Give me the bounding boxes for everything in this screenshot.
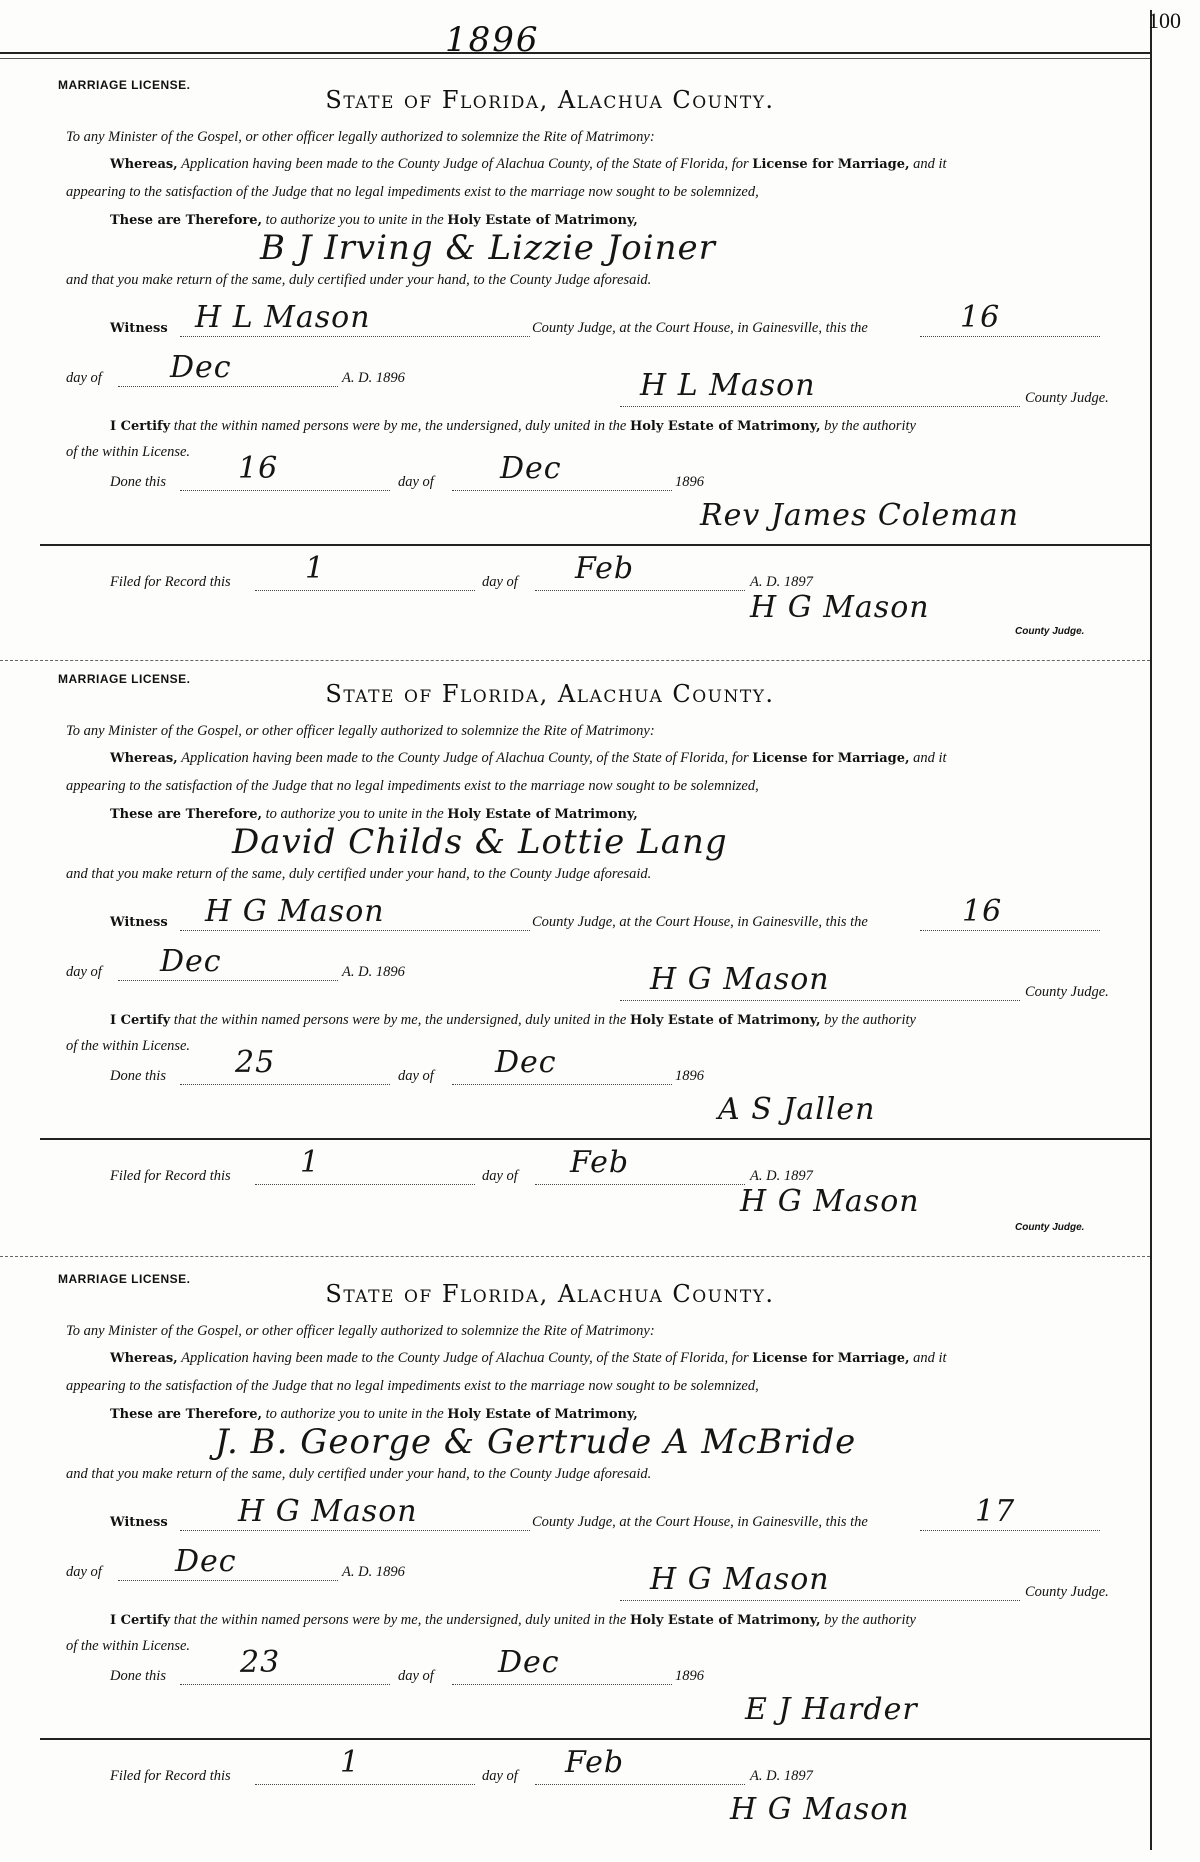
license-for-marriage: License for Marriage, [752, 157, 910, 172]
filed-day-dotline [255, 1784, 475, 1785]
county-judge-label: County Judge. [1025, 1584, 1109, 1600]
whereas-line: Whereas, Application having been made to the County Judge of Alachua County, of the State of Florida, for License for Marriage, and it [110, 750, 947, 766]
day-of-label: day of [66, 964, 102, 980]
day-of-label: day of [66, 370, 102, 386]
witness-label: Witness [110, 915, 168, 930]
filed-ad: A. D. 1897 [750, 1768, 813, 1784]
filed-signature: H G Mason [730, 1792, 910, 1827]
these-are-line: These are Therefore, to authorize you to unite in the Holy Estate of Matrimony, [110, 1406, 638, 1422]
done-year: 1896 [675, 1668, 704, 1684]
whereas-line [110, 156, 947, 173]
ad-year-digit: 6 [397, 370, 405, 386]
month-dotline [118, 980, 338, 981]
done-month: Dec [498, 1645, 560, 1680]
witness-dotline [180, 930, 530, 931]
page-number: 100 [1148, 8, 1181, 33]
couple-names: J. B. George & Gertrude A McBride [215, 1422, 857, 1462]
judge-dotline [620, 1000, 1020, 1001]
these-are-line [110, 212, 638, 229]
license-month: Dec [170, 350, 232, 385]
section-rule-1 [0, 660, 1150, 662]
marriage-license-3 [0, 1272, 1150, 1862]
judge-signature: H G Mason [650, 962, 830, 997]
certify-line: I Certify that the within named persons were by me, the undersigned, duly united in the Holy Estate of Matrimony, by the authority [110, 1012, 916, 1028]
filed-separator [40, 1738, 1150, 1740]
right-border [1150, 10, 1152, 1850]
done-month-dotline [452, 1684, 672, 1685]
these-are-therefore: These are Therefore, [110, 213, 263, 228]
done-day-dotline [180, 490, 390, 491]
county-judge-court: County Judge, at the Court House, in Gainesville, this the [532, 320, 868, 336]
marriage-license-1 [0, 78, 1150, 668]
filed-label: Filed for Record this [110, 574, 231, 590]
return-line: and that you make return of the same, duly certified under your hand, to the County Judge aforesaid. [66, 1466, 652, 1482]
month-dotline [118, 386, 338, 387]
month-dotline [118, 1580, 338, 1581]
done-day: 25 [235, 1045, 276, 1080]
whereas-text: Application having been made to the County Judge of Alachua County, of the State of Florida, for [181, 156, 749, 172]
county-judge-small: County Judge. [1015, 626, 1085, 637]
couple-names: David Childs & Lottie Lang [232, 822, 728, 862]
license-day: 16 [960, 300, 1001, 335]
and-it: and it [913, 156, 947, 172]
done-this-label: Done this [110, 1668, 166, 1684]
county-judge-label: County Judge. [1025, 984, 1109, 1000]
return-line: and that you make return of the same, duly certified under your hand, to the County Judge aforesaid. [66, 272, 652, 288]
license-title: State of Florida, Alachua County. [325, 1280, 775, 1308]
filed-separator [40, 544, 1150, 546]
judge-signature: H G Mason [650, 1562, 830, 1597]
county-judge-label: County Judge. [1025, 390, 1109, 406]
within-license: of the within License. [66, 1038, 191, 1054]
filed-signature: H G Mason [740, 1184, 920, 1219]
done-day: 16 [238, 451, 279, 486]
done-this-label: Done this [110, 474, 166, 490]
done-day-of: day of [398, 474, 434, 490]
witness-signature: H L Mason [195, 300, 371, 335]
filed-day-of: day of [482, 1168, 518, 1184]
filed-label: Filed for Record this [110, 1168, 231, 1184]
done-month: Dec [500, 451, 562, 486]
to-any-line: To any Minister of the Gospel, or other officer legally authorized to solemnize the Rite of Matrimony: [66, 723, 655, 739]
within-license: of the within License. [66, 1638, 191, 1654]
witness-label: Witness [110, 321, 168, 336]
filed-month: Feb [565, 1745, 625, 1780]
couple-names: B J Irving & Lizzie Joiner [260, 228, 716, 268]
to-any-line: To any Minister of the Gospel, or other officer legally authorized to solemnize the Rite of Matrimony: [66, 1323, 655, 1339]
authorize-text: to authorize you to unite in the [265, 212, 444, 228]
county-judge-court: County Judge, at the Court House, in Gainesville, this the [532, 1514, 868, 1530]
done-year: 1896 [675, 1068, 704, 1084]
officiant-signature: E J Harder [745, 1692, 918, 1727]
done-month-dotline [452, 1084, 672, 1085]
within-license: of the within License. [66, 444, 191, 460]
filed-signature: H G Mason [750, 590, 930, 625]
filed-ad: A. D. 1897 [750, 574, 813, 590]
judge-dotline [620, 406, 1020, 407]
holy-estate: Holy Estate of Matrimony, [447, 213, 638, 228]
county-judge-court: County Judge, at the Court House, in Gainesville, this the [532, 914, 868, 930]
judge-dotline [620, 1600, 1020, 1601]
license-title: State of Florida, Alachua County. [325, 86, 775, 114]
filed-day: 1 [305, 551, 326, 586]
license-tag: MARRIAGE LICENSE. [58, 672, 191, 686]
done-day-of: day of [398, 1068, 434, 1084]
county-judge-small: County Judge. [1015, 1222, 1085, 1233]
license-day: 16 [962, 894, 1003, 929]
whereas-line: Whereas, Application having been made to the County Judge of Alachua County, of the State of Florida, for License for Marriage, and it [110, 1350, 947, 1366]
marriage-license-2 [0, 672, 1150, 1262]
section-rule-2 [0, 1256, 1150, 1258]
appearing-line: appearing to the satisfaction of the Judge that no legal impediments exist to the marriage now sought to be solemnized, [66, 778, 759, 794]
done-day-of: day of [398, 1668, 434, 1684]
filed-month: Feb [570, 1145, 630, 1180]
whereas-word: Whereas, [110, 157, 178, 172]
done-year: 1896 [675, 474, 704, 490]
appearing-line: appearing to the satisfaction of the Judge that no legal impediments exist to the marriage now sought to be solemnized, [66, 184, 759, 200]
top-rule-thin [0, 58, 1150, 59]
day-of-label: day of [66, 1564, 102, 1580]
filed-day-of: day of [482, 1768, 518, 1784]
ad-label: A. D. 1896 [342, 1564, 405, 1580]
filed-day-dotline [255, 1184, 475, 1185]
judge-signature: H L Mason [640, 368, 816, 403]
certify-line: I Certify that the within named persons were by me, the undersigned, duly united in the Holy Estate of Matrimony, by the authority [110, 418, 916, 434]
done-day: 23 [240, 1645, 281, 1680]
done-this-label: Done this [110, 1068, 166, 1084]
filed-month: Feb [575, 551, 635, 586]
filed-day: 1 [300, 1145, 321, 1180]
done-day-dotline [180, 1684, 390, 1685]
day-dotline [920, 336, 1100, 337]
page-year: 1896 [445, 20, 540, 60]
top-rule [0, 52, 1150, 54]
witness-signature: H G Mason [205, 894, 385, 929]
filed-day-dotline [255, 590, 475, 591]
officiant-signature: A S Jallen [718, 1092, 876, 1127]
license-month: Dec [175, 1544, 237, 1579]
filed-month-dotline [535, 1184, 745, 1185]
filed-day: 1 [340, 1745, 361, 1780]
appearing-line: appearing to the satisfaction of the Judge that no legal impediments exist to the marriage now sought to be solemnized, [66, 1378, 759, 1394]
license-tag: MARRIAGE LICENSE. [58, 1272, 191, 1286]
witness-dotline [180, 336, 530, 337]
certify-line: I Certify that the within named persons were by me, the undersigned, duly united in the Holy Estate of Matrimony, by the authority [110, 1612, 916, 1628]
day-dotline [920, 930, 1100, 931]
day-dotline [920, 1530, 1100, 1531]
filed-month-dotline [535, 1784, 745, 1785]
done-month-dotline [452, 490, 672, 491]
filed-day-of: day of [482, 574, 518, 590]
filed-ad: A. D. 1897 [750, 1168, 813, 1184]
return-line: and that you make return of the same, duly certified under your hand, to the County Judge aforesaid. [66, 866, 652, 882]
license-day: 17 [975, 1494, 1016, 1529]
license-title: State of Florida, Alachua County. [325, 680, 775, 708]
ad-label: A. D. 1896 [342, 964, 405, 980]
done-day-dotline [180, 1084, 390, 1085]
witness-signature: H G Mason [238, 1494, 418, 1529]
license-tag: MARRIAGE LICENSE. [58, 78, 191, 92]
ad-label: A. D. 1896 [342, 370, 405, 386]
officiant-signature: Rev James Coleman [700, 498, 1019, 533]
license-month: Dec [160, 944, 222, 979]
filed-month-dotline [535, 590, 745, 591]
to-any-line: To any Minister of the Gospel, or other officer legally authorized to solemnize the Rite of Matrimony: [66, 129, 655, 145]
filed-separator [40, 1138, 1150, 1140]
these-are-line: These are Therefore, to authorize you to unite in the Holy Estate of Matrimony, [110, 806, 638, 822]
witness-label: Witness [110, 1515, 168, 1530]
witness-dotline [180, 1530, 530, 1531]
filed-label: Filed for Record this [110, 1768, 231, 1784]
done-month: Dec [495, 1045, 557, 1080]
